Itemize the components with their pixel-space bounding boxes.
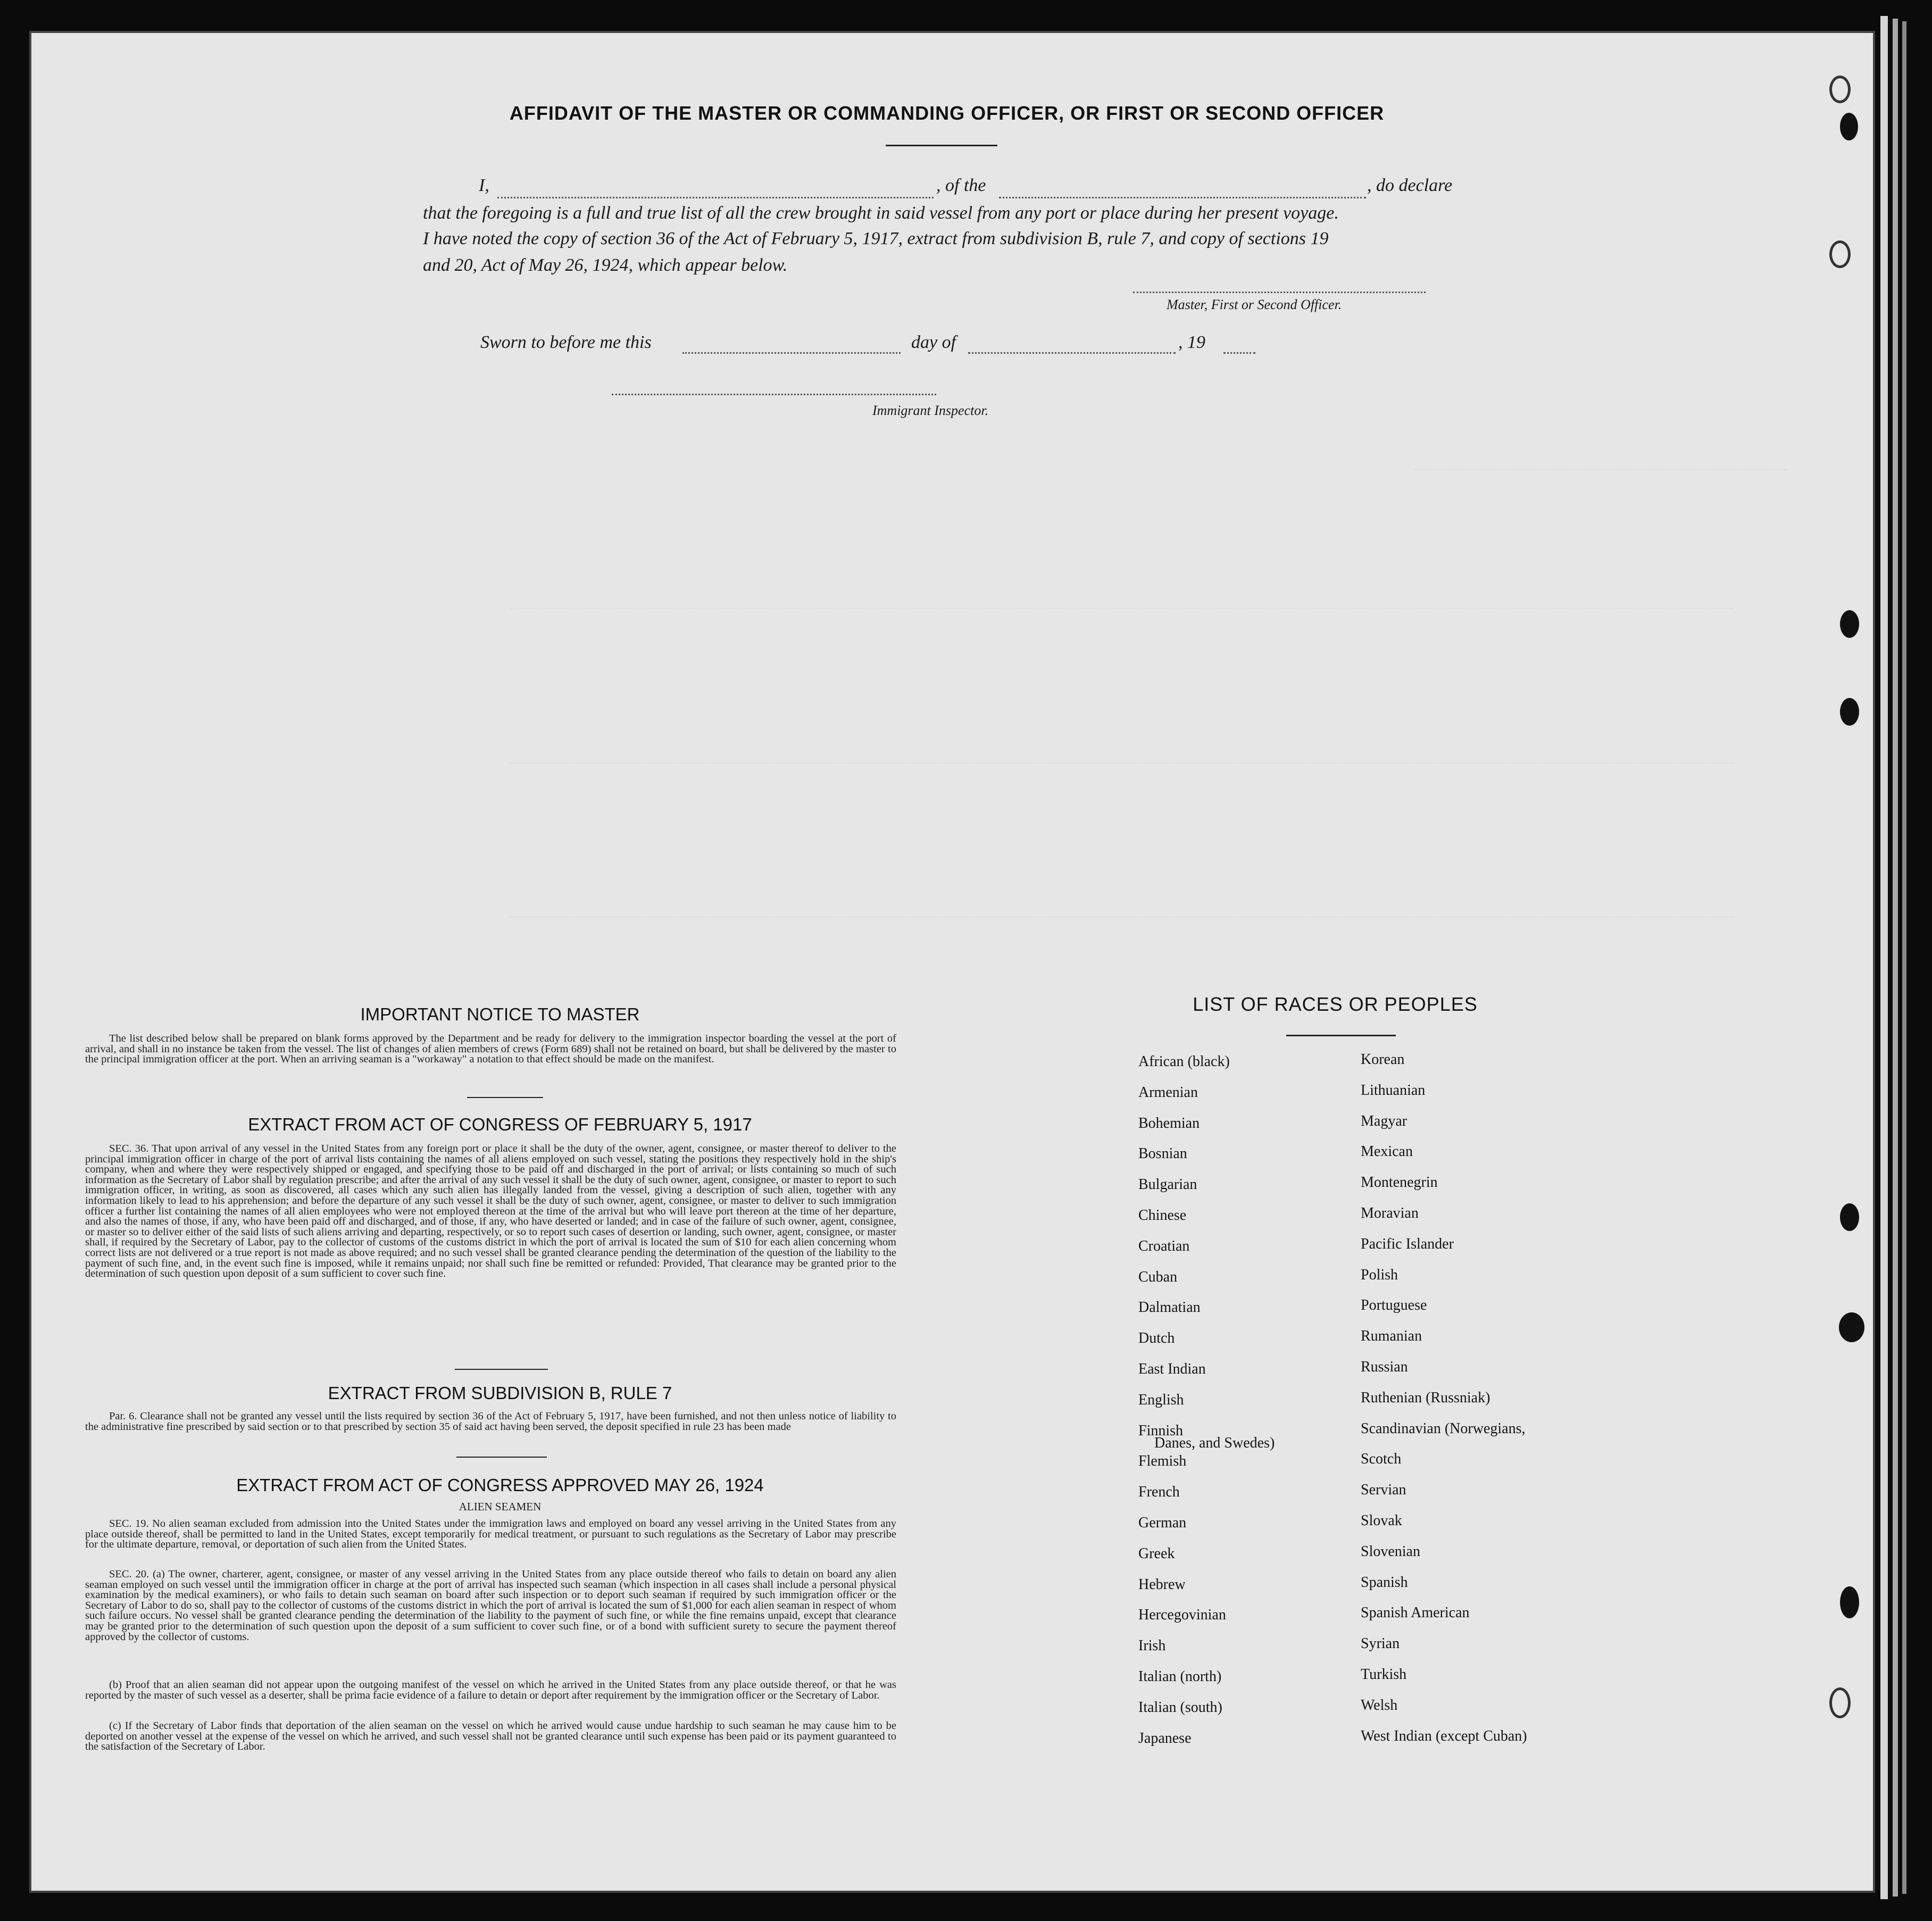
bleed-through-texture bbox=[1414, 448, 1787, 470]
extract-rule7-body: Par. 6. Clearance shall not be granted any vessel until the lists required by section 36 of the Act of February 5, 1917, have been furnished, and not then unless notice of liability to the administrative fine prescribed by said section or to that prescribed by section 35 of said act having been served, the deposit specified in rule 23 has been made bbox=[85, 1410, 896, 1433]
year-text: , 19 bbox=[1178, 332, 1205, 352]
race-item: Bosnian bbox=[1138, 1145, 1187, 1162]
sheet-edge bbox=[1880, 16, 1888, 1899]
affidavit-declare: , do declare bbox=[1367, 176, 1453, 195]
signature-caption: Master, First or Second Officer. bbox=[1167, 297, 1342, 312]
race-item: Italian (north) bbox=[1138, 1668, 1222, 1685]
race-item: Polish bbox=[1361, 1266, 1398, 1283]
affidavit-i: I, bbox=[479, 176, 489, 195]
punch-hole bbox=[1840, 698, 1859, 726]
race-item: Portuguese bbox=[1361, 1297, 1427, 1314]
race-item: Slovenian bbox=[1361, 1543, 1420, 1560]
race-item: Cuban bbox=[1138, 1268, 1178, 1285]
race-item: Lithuanian bbox=[1361, 1082, 1426, 1099]
sworn-day-blank bbox=[682, 352, 901, 354]
alien-seamen-subtitle: ALIEN SEAMEN bbox=[459, 1500, 542, 1513]
punch-hole bbox=[1840, 113, 1858, 140]
race-item: French bbox=[1138, 1484, 1180, 1501]
section-divider bbox=[456, 1457, 547, 1458]
extract-rule7-title: EXTRACT FROM SUBDIVISION B, RULE 7 bbox=[328, 1383, 672, 1403]
races-title: LIST OF RACES OR PEOPLES bbox=[1193, 993, 1478, 1015]
affidavit-of-the: , of the bbox=[936, 176, 986, 195]
bleed-through-texture bbox=[510, 916, 1734, 918]
extract-1917-body: SEC. 36. That upon arrival of any vessel in the United States from any foreign port or place it shall be the duty of the owner, agent, consignee, or master thereof to deliver to the principal immigration officer in charge of the port of arrival lists containing the names of all aliens employed on such vessel, stating the positions they respectively hold in the ship's company, when and where they were respectively shipped or engaged, and specifying those to be paid off and discharged in the port of arrival; or lists containing so much of such information as the Secretary of Labor shall by regulation prescribe; and after the arrival of any such vessel it shall be the duty of such owner, agent, consignee, or master to report to such immigration officer, in writing, as soon as discovered, all cases which any such alien has illegally landed from the vessel, giving a description of such alien, together with any information likely to lead to his apprehension; and before the departure of any such vessel it shall be the duty of such owner, agent, consignee, or master to deliver to such immigration officer a further list containing the names of all alien employees who were not employed thereon at the time of the arrival but who will leave port thereon at the time of her departure, and also the names of those, if any, who have been paid off and discharged, and of those, if any, who have deserted or landed; and in case of the failure of such owner, agent, consignee, or master so to deliver either of the said lists of such aliens arriving and departing, respectively, or so to report such cases of desertion or landing, such owner, agent, consignee, or master shall, if required by the Secretary of Labor, pay to the collector of customs of the customs district in which the port of arrival is located the sum of $10 for each alien concerning whom correct lists are not delivered or a true report is not made as above required; and no such vessel shall be granted clearance pending the determination of the question of the liability to the payment of such fine, and, in the event such fine is imposed, while it remains unpaid; nor shall such fine be remitted or refunded: Provided, That clearance may be granted prior to the determination of such question upon deposit of a sum sufficient to cover such fine. bbox=[85, 1143, 896, 1280]
race-item: Dutch bbox=[1138, 1330, 1175, 1347]
inspector-caption: Immigrant Inspector. bbox=[872, 403, 989, 418]
affidavit-line-3: I have noted the copy of section 36 of the Act of February 5, 1917, extract from subdivision B, rule 7, and copy of sections 19 bbox=[423, 229, 1329, 248]
race-item: Spanish bbox=[1361, 1574, 1408, 1591]
punch-hole bbox=[1829, 240, 1851, 268]
race-item: Hercegovinian bbox=[1138, 1607, 1226, 1624]
race-item: Montenegrin bbox=[1361, 1174, 1438, 1191]
affidavit-title: AFFIDAVIT OF THE MASTER OR COMMANDING OFFICER, OR FIRST OR SECOND OFFICER bbox=[509, 102, 1385, 124]
extract-1924-sec19: SEC. 19. No alien seaman excluded from admission into the United States under the immigration laws and employed on board any vessel arriving in the United States from any place outside thereof, shall be permitted to land in the United States, except temporarily for medical treatment, or pursuant to such regulations as the Secretary of Labor may prescribe for the ultimate departure, removal, or deportation of such alien from the United States. bbox=[85, 1518, 896, 1551]
race-item: Moravian bbox=[1361, 1205, 1419, 1221]
race-item: Syrian bbox=[1361, 1635, 1400, 1652]
race-item: Armenian bbox=[1138, 1084, 1198, 1101]
extract-1924-sec20b: (b) Proof that an alien seaman did not appear upon the outgoing manifest of the vessel on which he arrived in the United States from any place outside thereof, or that he was reported by the master of such vessel as a deserter, shall be prima facie evidence of a failure to detain or deport after requirement by the immigration officer or the Secretary of Labor. bbox=[85, 1679, 896, 1701]
punch-hole bbox=[1840, 1586, 1859, 1618]
punch-hole bbox=[1829, 76, 1851, 103]
race-item: Finnish bbox=[1138, 1422, 1184, 1439]
inspector-line bbox=[612, 394, 936, 395]
day-of-text: day of bbox=[911, 332, 956, 352]
race-item: Spanish American bbox=[1361, 1604, 1470, 1621]
notice-body: The list described below shall be prepared on blank forms approved by the Department and be ready for delivery to the immigration inspector boarding the vessel at the port of arrival, and shall in no instance be taken from the vessel. The list of changes of alien members of crews (Form 689) shall not be retained on board, but shall be delivered by the master to the principal immigration officer at the port. When an arriving seaman is a "workaway" a notation to that effect should be made on the manifest. bbox=[85, 1033, 896, 1066]
affidavit-line-2: that the foregoing is a full and true list of all the crew brought in said vessel from any port or place during her present voyage. bbox=[423, 203, 1339, 223]
punch-hole bbox=[1840, 610, 1859, 638]
race-item: Italian (south) bbox=[1138, 1699, 1222, 1716]
race-item: Flemish bbox=[1138, 1453, 1187, 1470]
affidavit-line-4: and 20, Act of May 26, 1924, which appear below. bbox=[423, 255, 788, 275]
race-item: Hebrew bbox=[1138, 1576, 1186, 1593]
title-underline bbox=[886, 145, 997, 146]
race-item: Korean bbox=[1361, 1051, 1405, 1068]
signature-line bbox=[1133, 292, 1426, 293]
race-item: Irish bbox=[1138, 1637, 1166, 1654]
extract-1924-title: EXTRACT FROM ACT OF CONGRESS APPROVED MAY 26, 1924 bbox=[236, 1475, 764, 1495]
race-item: Japanese bbox=[1138, 1729, 1192, 1747]
race-item: English bbox=[1138, 1391, 1184, 1408]
extract-1924-sec20a: SEC. 20. (a) The owner, charterer, agent, consignee, or master of any vessel arriving in the United States from any place outside thereof who fails to detain on board any alien seaman employed on such vessel until the immigration officer in charge at the port of arrival has inspected such seaman (which inspection in all cases shall include a personal physical examination by the medical examiners), or who fails to detain such seaman on board after such inspection or to deport such seaman if required by such immigration officer or the Secretary of Labor to do so, shall pay to the collector of customs of the customs district in which the port of arrival is located the sum of $1,000 for each alien seaman in respect of whom such failure occurs. No vessel shall be granted clearance pending the determination of the liability to the payment of such fine, or while the fine remains unpaid, except that clearance may be granted prior to the determination of such question upon the deposit of a sum sufficient to cover such fine, or of a bond with sufficient surety to secure the payment thereof approved by the collector of customs. bbox=[85, 1568, 896, 1643]
race-item: Mexican bbox=[1361, 1143, 1413, 1160]
race-item: Russian bbox=[1361, 1359, 1408, 1375]
month-blank bbox=[968, 352, 1176, 354]
race-item: Bulgarian bbox=[1138, 1176, 1197, 1193]
punch-hole bbox=[1840, 1203, 1859, 1231]
name-blank bbox=[497, 197, 934, 198]
race-item: Rumanian bbox=[1361, 1328, 1422, 1345]
section-divider bbox=[455, 1369, 548, 1370]
race-item: Scandinavian (Norwegians, bbox=[1361, 1420, 1526, 1437]
sheet-edge bbox=[1893, 19, 1898, 1897]
sheet-edge bbox=[1902, 21, 1906, 1894]
section-divider bbox=[467, 1097, 543, 1098]
race-item: West Indian (except Cuban) bbox=[1361, 1727, 1527, 1744]
punch-hole bbox=[1839, 1312, 1864, 1342]
race-item: Bohemian bbox=[1138, 1115, 1200, 1132]
race-item: Welsh bbox=[1361, 1697, 1398, 1714]
vessel-blank bbox=[999, 197, 1366, 198]
sworn-text: Sworn to before me this bbox=[480, 332, 652, 352]
notice-title: IMPORTANT NOTICE TO MASTER bbox=[360, 1004, 640, 1024]
race-item: Greek bbox=[1138, 1545, 1175, 1562]
race-item: Croatian bbox=[1138, 1237, 1190, 1254]
race-item: Scotch bbox=[1361, 1451, 1402, 1468]
bleed-through-texture bbox=[510, 762, 1734, 763]
race-item: Servian bbox=[1361, 1482, 1406, 1499]
race-item: Pacific Islander bbox=[1361, 1235, 1454, 1252]
bleed-through-texture bbox=[510, 608, 1734, 609]
extract-1924-sec20c: (c) If the Secretary of Labor finds that deportation of the alien seaman on the vessel on which he arrived would cause undue hardship to such seaman he may cause him to be deported on another vessel at the expense of the vessel on which he arrived, and such vessel shall not be granted clearance until such expense has been paid or its payment guaranteed to the satisfaction of the Secretary of Labor. bbox=[85, 1720, 896, 1753]
race-item: Slovak bbox=[1361, 1512, 1402, 1529]
race-item: Chinese bbox=[1138, 1207, 1187, 1224]
punch-hole bbox=[1829, 1687, 1851, 1718]
races-title-underline bbox=[1286, 1035, 1396, 1036]
extract-1917-title: EXTRACT FROM ACT OF CONGRESS OF FEBRUARY 5, 1917 bbox=[248, 1115, 752, 1134]
race-item: Danes, and Swedes) bbox=[1154, 1434, 1275, 1451]
race-item: East Indian bbox=[1138, 1361, 1206, 1377]
race-item: German bbox=[1138, 1515, 1187, 1531]
race-item: Ruthenian (Russniak) bbox=[1361, 1389, 1490, 1406]
race-item: Turkish bbox=[1361, 1666, 1407, 1683]
year-blank bbox=[1223, 352, 1255, 354]
race-item: Dalmatian bbox=[1138, 1299, 1201, 1316]
race-item: African (black) bbox=[1138, 1053, 1230, 1070]
race-item: Magyar bbox=[1361, 1112, 1408, 1129]
